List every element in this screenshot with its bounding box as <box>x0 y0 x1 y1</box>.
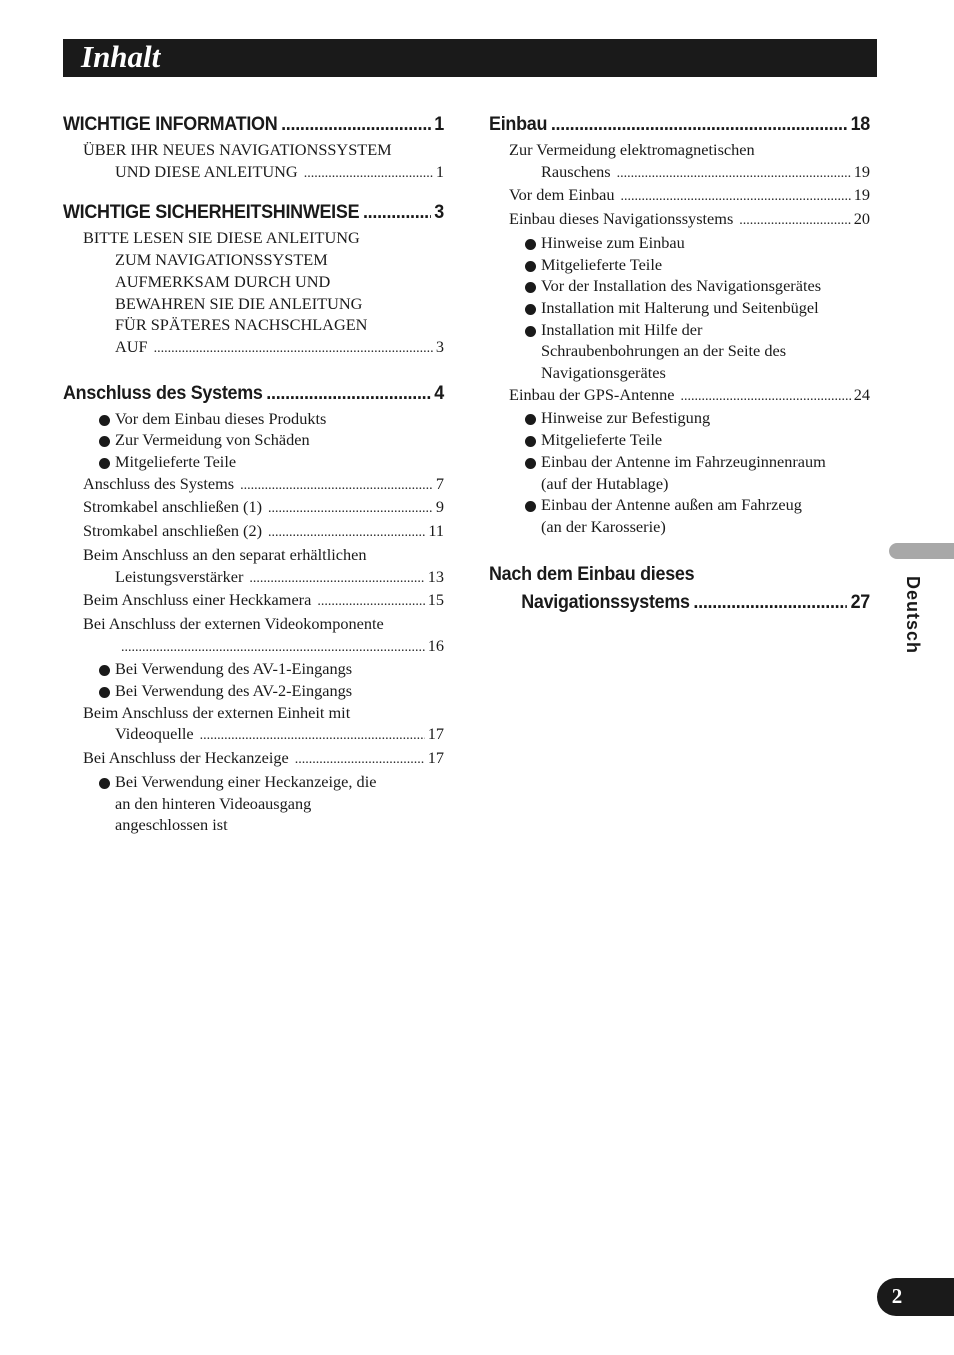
bullet-label: an den hinteren Videoausgang <box>115 793 312 813</box>
page-ref: 17 <box>427 748 444 768</box>
heading-label: WICHTIGE INFORMATION <box>63 113 278 135</box>
toc-entry[interactable] <box>63 496 444 520</box>
entry-label: Leistungsverstärker <box>115 566 244 586</box>
entry-label: Beim Anschluss an den separat erhältlichen <box>83 544 367 564</box>
page-number-tab <box>877 1278 954 1316</box>
entry-label: AUFMERKSAM DURCH UND <box>115 271 331 291</box>
leader-dots <box>266 379 430 408</box>
entry-label: Anschluss des Systems <box>83 473 235 493</box>
page-ref: 1 <box>434 113 445 135</box>
page-ref: 1 <box>435 161 444 181</box>
leader-dots <box>295 749 425 771</box>
entry-label: Bei Anschluss der Heckanzeige <box>83 748 289 768</box>
bullet-label: Hinweise zum Einbau <box>541 232 685 252</box>
toc-heading-anschluss-des-systems[interactable] <box>63 379 444 408</box>
toc-bullet-item[interactable] <box>489 275 870 297</box>
page-ref: 7 <box>435 473 444 493</box>
page-ref: 18 <box>850 113 871 135</box>
toc-bullet-item[interactable] <box>63 451 444 473</box>
toc-entry[interactable] <box>63 473 444 497</box>
heading-label: WICHTIGE SICHERHEITSHINWEISE <box>63 201 360 224</box>
toc-right-column <box>489 110 870 616</box>
leader-dots <box>551 110 847 139</box>
toc-entry[interactable] <box>489 184 870 208</box>
entry-label: Rauschens <box>541 161 611 181</box>
leader-dots <box>249 568 424 590</box>
page-ref: 15 <box>427 590 444 610</box>
toc-bullet-item[interactable] <box>63 680 444 702</box>
bullet-label: Mitgelieferte Teile <box>541 430 663 450</box>
leader-dots <box>268 522 425 544</box>
page-ref: 13 <box>427 566 444 586</box>
toc-bullet-item[interactable] <box>489 297 870 319</box>
entry-label: AUF <box>115 336 148 356</box>
page-ref: 19 <box>853 185 870 205</box>
entry-label: ÜBER IHR NEUES NAVIGATIONSSYSTEM <box>83 140 392 159</box>
bullet-label: Vor dem Einbau dieses Produkts <box>115 408 327 428</box>
toc-bullet-item[interactable] <box>489 407 870 429</box>
toc-bullet-item[interactable] <box>489 494 870 537</box>
toc-heading-wichtige-information[interactable] <box>63 110 444 139</box>
leader-dots <box>621 186 851 208</box>
leader-dots <box>281 110 431 139</box>
bullet-label: Vor der Installation des Navigationsgerätes <box>541 276 822 296</box>
toc-entry[interactable] <box>63 544 444 589</box>
entry-label: BEWAHREN SIE DIE ANLEITUNG <box>115 293 363 313</box>
entry-label: Zur Vermeidung elektromagnetischen <box>509 140 755 159</box>
heading-label: Navigationssystems <box>521 590 690 613</box>
toc-bullet-item[interactable] <box>63 658 444 680</box>
page-ref: 16 <box>427 635 444 655</box>
language-label <box>899 576 927 666</box>
page-number: 2 <box>891 1284 903 1308</box>
toc-bullet-item[interactable] <box>489 451 870 494</box>
toc-bullet-item[interactable] <box>489 429 870 451</box>
entry-label: FÜR SPÄTERES NACHSCHLAGEN <box>115 315 368 335</box>
entry-label: Videoquelle <box>115 724 194 744</box>
leader-dots <box>121 637 425 659</box>
toc-entry[interactable] <box>489 384 870 408</box>
page-ref: 27 <box>850 590 871 613</box>
leader-dots <box>304 163 433 185</box>
title-bar <box>63 39 877 77</box>
bullet-label: (an der Karosserie) <box>541 516 666 536</box>
toc-entry-ueber-ihr-neues-navigationssystem[interactable] <box>63 139 444 184</box>
bullet-label: angeschlossen ist <box>115 815 228 835</box>
bullet-label: Navigationsgerätes <box>541 363 666 383</box>
heading-label: Anschluss des Systems <box>63 381 263 404</box>
bullet-label: Hinweise zur Befestigung <box>541 408 711 428</box>
page-ref: 4 <box>434 381 445 404</box>
toc-bullet-item[interactable] <box>489 319 870 384</box>
leader-dots <box>240 475 433 497</box>
leader-dots <box>317 591 424 613</box>
bullet-label: (auf der Hutablage) <box>541 473 669 493</box>
bullet-label: Installation mit Halterung und Seitenbügel <box>541 297 819 317</box>
entry-label: Beim Anschluss der externen Einheit mit <box>83 702 351 722</box>
language-label-text: Deutsch <box>903 576 923 655</box>
bullet-label: Bei Verwendung des AV-1-Eingangs <box>115 659 353 679</box>
entry-label: UND DIESE ANLEITUNG <box>115 161 298 181</box>
bullet-label: Mitgelieferte Teile <box>115 452 237 472</box>
leader-dots <box>154 338 433 360</box>
toc-bullet-item[interactable] <box>63 429 444 451</box>
entry-label: Stromkabel anschließen (2) <box>83 521 263 541</box>
page-ref: 17 <box>427 724 444 744</box>
page-title: Inhalt <box>81 39 161 74</box>
toc-heading-nach-dem-einbau[interactable] <box>489 560 870 616</box>
toc-entry[interactable] <box>63 613 444 658</box>
heading-label: Einbau <box>489 113 548 135</box>
bullet-label: Installation mit Hilfe der <box>541 319 703 339</box>
toc-entry[interactable] <box>63 702 444 747</box>
toc-entry[interactable] <box>63 747 444 771</box>
toc-heading-wichtige-sicherheitshinweise[interactable] <box>63 198 444 227</box>
leader-dots <box>681 386 851 408</box>
page-ref: 24 <box>853 384 870 404</box>
language-tab <box>889 543 954 559</box>
entry-label: ZUM NAVIGATIONSSYSTEM <box>115 250 328 270</box>
bullet-label: Mitgelieferte Teile <box>541 254 663 274</box>
heading-label: Nach dem Einbau dieses <box>489 562 695 585</box>
toc-bullet-item[interactable] <box>63 771 444 836</box>
toc-entry-bitte-lesen[interactable] <box>63 227 444 359</box>
bullet-label: Schraubenbohrungen an der Seite des <box>541 341 787 361</box>
page-ref: 19 <box>853 161 870 181</box>
entry-label: Bei Anschluss der externen Videokomponente <box>83 613 384 633</box>
entry-label: Beim Anschluss einer Heckkamera <box>83 590 312 610</box>
bullet-label: Bei Verwendung einer Heckanzeige, die <box>115 771 377 791</box>
page-ref: 3 <box>435 336 444 356</box>
page-ref: 11 <box>428 521 444 541</box>
page-ref: 20 <box>853 209 870 229</box>
toc-heading-einbau[interactable] <box>489 110 870 139</box>
toc-bullet-item[interactable] <box>63 408 444 430</box>
entry-label: Einbau dieses Navigationssystems <box>509 209 734 229</box>
bullet-label: Einbau der Antenne im Fahrzeuginnenraum <box>541 451 826 471</box>
page-ref: 9 <box>435 497 444 517</box>
bullet-label: Einbau der Antenne außen am Fahrzeug <box>541 495 802 515</box>
leader-dots <box>617 163 851 185</box>
toc-bullet-item[interactable] <box>489 254 870 276</box>
leader-dots <box>268 498 433 520</box>
bullet-label: Zur Vermeidung von Schäden <box>115 430 310 450</box>
page-ref: 3 <box>434 201 445 224</box>
entry-label: BITTE LESEN SIE DIESE ANLEITUNG <box>83 228 360 248</box>
leader-dots <box>693 588 847 616</box>
toc-entry[interactable] <box>63 520 444 544</box>
entry-label: Einbau der GPS-Antenne <box>509 384 675 404</box>
leader-dots <box>363 198 431 227</box>
entry-label: Vor dem Einbau <box>509 185 615 205</box>
entry-label: Stromkabel anschließen (1) <box>83 497 263 517</box>
bullet-label: Bei Verwendung des AV-2-Eingangs <box>115 681 353 701</box>
leader-dots <box>200 725 425 747</box>
toc-entry[interactable] <box>489 139 870 184</box>
leader-dots <box>739 210 850 232</box>
toc-entry[interactable] <box>63 589 444 613</box>
toc-entry[interactable] <box>489 208 870 232</box>
toc-left-column <box>63 110 444 836</box>
toc-bullet-item[interactable] <box>489 232 870 254</box>
